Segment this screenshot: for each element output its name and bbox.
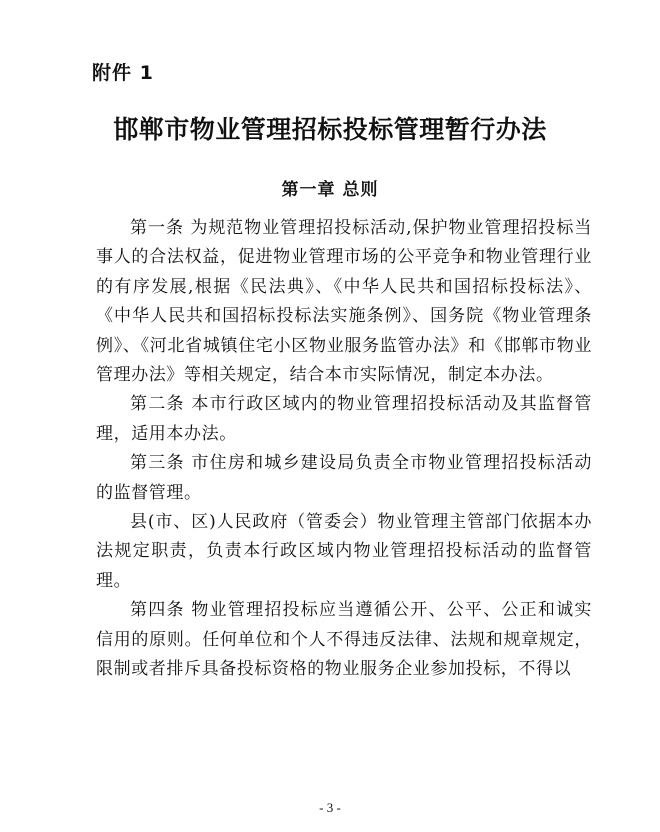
- article-3-paragraph: 第三条 市住房和城乡建设局负责全市物业管理招投标活动的监督管理。: [96, 453, 592, 503]
- attachment-label: 附件 1: [92, 62, 154, 84]
- page-number: - 3 -: [319, 800, 341, 815]
- article-4-paragraph: 第四条 物业管理招投标应当遵循公开、公平、公正和诚实信用的原则。任何单位和个人不得违反法律、法规和规章规定，限制或者排斥具备投标资格的物业服务企业参加投标，不得以: [96, 600, 592, 680]
- chapter-heading: 第一章 总则: [281, 180, 379, 200]
- article-1-paragraph: 第一条 为规范物业管理招投标活动,保护物业管理招投标当事人的合法权益，促进物业管理市场的公平竞争和物业管理行业的有序发展,根据《民法典》、《中华人民共和国招标投标法》、《中华人民共和国招标投标法实施条例》、国务院《物业管理条例》、《河北省城镇住宅小区物业服务监管办法》和《邯郸市物业管理办法》等相关规定，结合本市实际情况，制定本办法。: [96, 218, 592, 386]
- document-title: 邯郸市物业管理招标投标管理暂行办法: [113, 115, 547, 144]
- document-body: [96, 214, 592, 685]
- article-2-paragraph: 第二条 本市行政区域内的物业管理招投标活动及其监督管理，适用本办法。: [96, 394, 592, 444]
- county-responsibility-paragraph: 县(市、区)人民政府（管委会）物业管理主管部门依据本办法规定职责，负责本行政区域内物业管理招投标活动的监督管理。: [96, 512, 592, 591]
